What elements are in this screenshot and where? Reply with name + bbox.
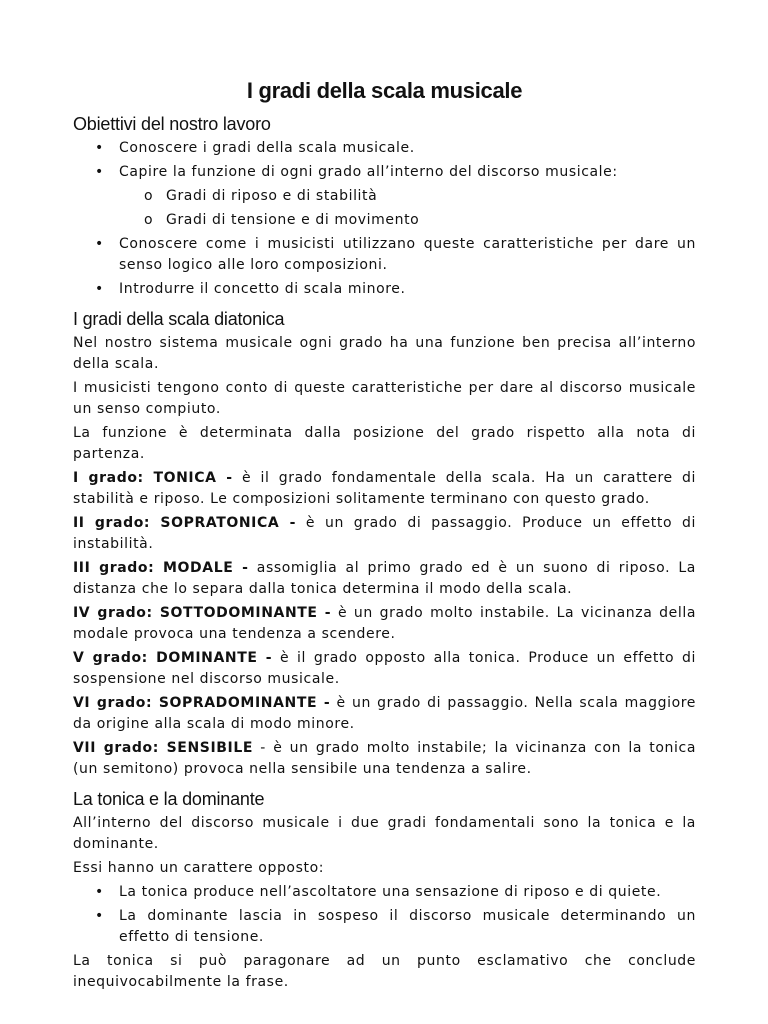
list-item-text: Capire la funzione di ogni grado all’interno del discorso musicale: <box>119 164 618 180</box>
degree-label: I grado: TONICA - <box>73 470 233 486</box>
sublist-item: o Gradi di riposo e di stabilità <box>119 186 696 207</box>
section-heading-diatonic: I gradi della scala diatonica <box>73 309 285 329</box>
degree-text: - è un grado molto instabile; la vicinanza con la tonica (un semitono) provoca nella sensibile una tendenza a salire. <box>73 740 696 777</box>
section-heading-objectives: Obiettivi del nostro lavoro <box>73 114 271 134</box>
section-heading-tonic: La tonica e la dominante <box>73 789 265 809</box>
degree-paragraph <box>73 738 696 780</box>
degree-label: III grado: MODALE - <box>73 560 249 576</box>
list-item: • Conoscere come i musicisti utilizzano queste caratteristiche per dare un senso logico alle loro composizioni. <box>73 234 696 276</box>
paragraph: La funzione è determinata dalla posizione del grado rispetto alla nota di partenza. <box>73 425 696 462</box>
paragraph: La tonica si può paragonare ad un punto esclamativo che conclude inequivocabilmente la frase. <box>73 953 696 990</box>
degree-text: è il grado fondamentale della scala. Ha un carattere di stabilità e riposo. Le composizioni solitamente terminano con questo grado. <box>73 470 697 507</box>
paragraph: Nel nostro sistema musicale ogni grado ha una funzione ben precisa all’interno della scala. <box>73 335 696 372</box>
page-title: I gradi della scala musicale <box>246 78 523 103</box>
paragraph: Essi hanno un carattere opposto: <box>73 860 325 876</box>
list-item: • Introdurre il concetto di scala minore. <box>73 279 696 300</box>
degree-label: VI grado: SOPRADOMINANTE - <box>73 695 331 711</box>
degree-text: è il grado opposto alla tonica. Produce un effetto di sospensione nel discorso musicale. <box>73 650 696 687</box>
objectives-sublist <box>119 186 696 231</box>
degree-paragraph <box>73 558 696 600</box>
sublist-item: o Gradi di tensione e di movimento <box>119 210 696 231</box>
degree-paragraph <box>73 648 696 690</box>
list-item: • La dominante lascia in sospeso il discorso musicale determinando un effetto di tensione. <box>73 906 696 948</box>
list-item: • La tonica produce nell’ascoltatore una sensazione di riposo e di quiete. <box>73 882 696 903</box>
degree-paragraph <box>73 468 696 510</box>
degree-paragraph <box>73 693 696 735</box>
document-page <box>73 78 696 996</box>
degree-text: è un grado di passaggio. Nella scala maggiore da origine alla scala di modo minore. <box>73 695 696 732</box>
degree-text: è un grado molto instabile. La vicinanza della modale provoca una tendenza a scendere. <box>73 605 696 642</box>
degree-text: è un grado di passaggio. Produce un effetto di instabilità. <box>73 515 696 552</box>
degree-label: VII grado: SENSIBILE <box>73 740 254 756</box>
degree-label: V grado: DOMINANTE - <box>73 650 273 666</box>
degree-paragraph <box>73 513 696 555</box>
degree-label: II grado: SOPRATONICA - <box>73 515 296 531</box>
list-item <box>73 162 696 231</box>
paragraph: All’interno del discorso musicale i due gradi fondamentali sono la tonica e la dominante. <box>73 815 696 852</box>
paragraph: I musicisti tengono conto di queste caratteristiche per dare al discorso musicale un senso compiuto. <box>73 380 696 417</box>
degree-label: IV grado: SOTTODOMINANTE - <box>73 605 332 621</box>
degree-paragraph <box>73 603 696 645</box>
tonic-list <box>73 882 696 948</box>
degree-text: assomiglia al primo grado ed è un suono di riposo. La distanza che lo separa dalla tonica determina il modo della scala. <box>73 560 696 597</box>
objectives-list <box>73 138 696 300</box>
list-item: • Conoscere i gradi della scala musicale. <box>73 138 696 159</box>
